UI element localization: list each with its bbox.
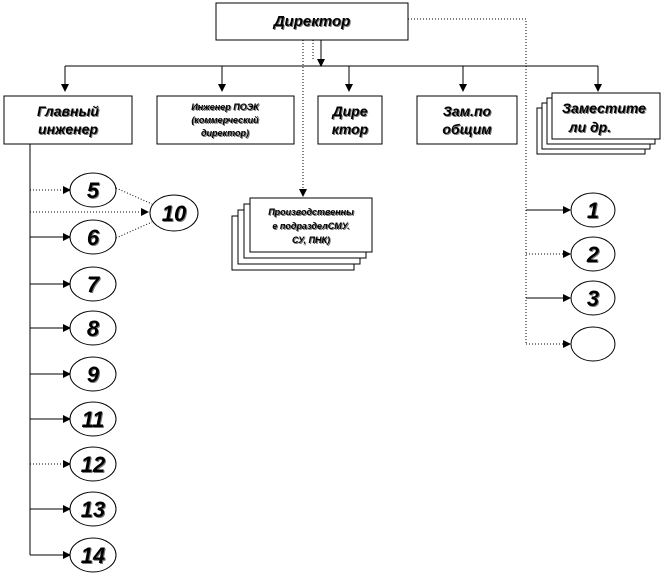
production-units-box[interactable] [232,198,372,270]
engineer-poek-label-3: директор) [200,128,250,138]
production-units-label-1: Производственны [268,207,354,217]
director-2-box[interactable] [318,96,382,144]
engineer-poek-label-2: (коммерческий [191,115,259,125]
deputy-general-label-2: общим [442,121,492,137]
right-dotted-spine [408,19,526,345]
svg-text:2: 2 [586,242,600,267]
chief-engineer-box[interactable] [4,96,132,144]
svg-text:14: 14 [80,543,106,568]
chief-engineer-label-1: Главный [37,103,99,119]
svg-text:12: 12 [80,452,106,477]
oval-2[interactable] [571,237,615,271]
deputies-other-label-1: Заместите [562,100,646,116]
oval-8[interactable] [70,311,116,345]
director-2-label-2: ктор [331,121,369,137]
svg-text:7: 7 [86,272,100,297]
svg-text:13: 13 [80,497,106,522]
deputies-other-label-2: ли др. [568,119,612,135]
director-2-label-1: Дире [332,103,368,119]
svg-text:8: 8 [86,316,100,341]
svg-text:1: 1 [586,198,600,223]
oval-12[interactable] [70,447,116,481]
production-units-label-2: е подразделСМУ. [272,221,350,231]
svg-text:5: 5 [86,178,100,203]
oval-10[interactable] [150,195,198,231]
oval-1[interactable] [571,193,615,227]
oval-13[interactable] [70,492,116,526]
oval-9[interactable] [70,357,116,391]
deputies-other-box[interactable] [537,93,660,154]
link-6-to-10 [116,222,152,238]
oval-14[interactable] [70,538,116,572]
deputy-general-box[interactable] [417,96,517,144]
svg-text:6: 6 [86,225,100,250]
oval-6[interactable] [70,220,116,254]
engineer-poek-box[interactable] [157,96,294,144]
director-label: Директор [273,13,351,30]
production-units-label-3: СУ, ПНК) [291,235,331,245]
deputy-general-label-1: Зам.по [442,103,492,119]
director-box[interactable] [216,3,408,40]
link-5-to-10 [116,188,152,204]
svg-text:9: 9 [86,362,100,387]
svg-text:3: 3 [586,286,600,311]
svg-text:10: 10 [161,201,187,226]
oval-7[interactable] [70,267,116,301]
oval-11[interactable] [70,402,116,436]
oval-3[interactable] [571,281,615,315]
oval-empty[interactable] [571,327,615,361]
chief-engineer-label-2: инженер [38,121,98,137]
engineer-poek-label-1: Инженер ПОЭК [191,102,259,112]
oval-5[interactable] [70,173,116,207]
svg-text:11: 11 [81,407,105,432]
